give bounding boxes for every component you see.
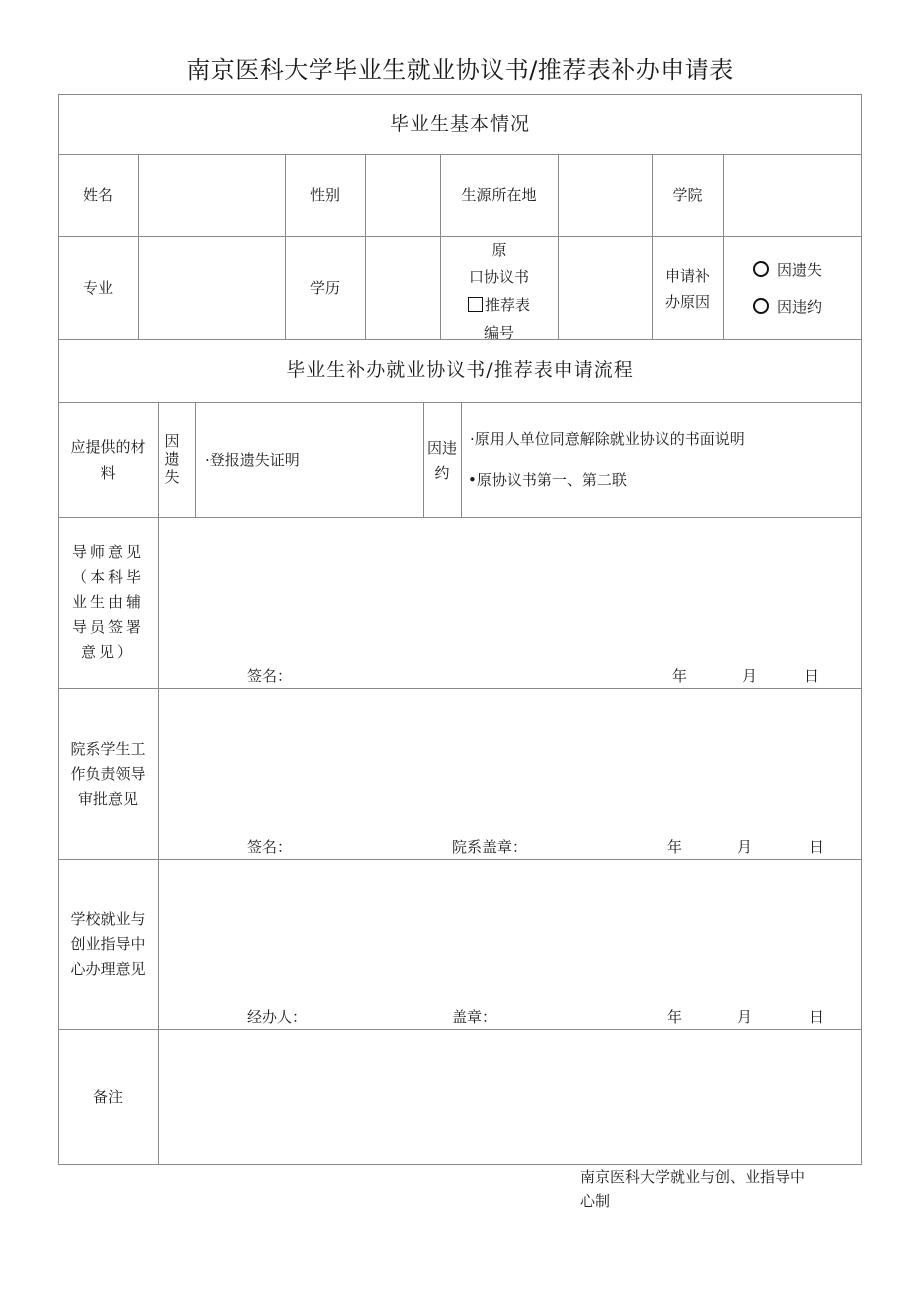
advisor-label-line: 业生由辅 — [71, 593, 144, 611]
footer-issuer-line2: 心制 — [580, 1192, 611, 1210]
advisor-label-line: 导员签署 — [71, 618, 144, 636]
breach-label-line1: 因违 — [426, 439, 457, 457]
reason-lost-label: 因遗失 — [777, 261, 823, 279]
dept-label-line: 审批意见 — [77, 790, 138, 808]
breach-label-line2: 约 — [434, 464, 450, 482]
original-number-cell — [440, 237, 558, 339]
dept-label-line: 院系学生工 — [70, 740, 146, 758]
breach-material-item-2: •原协议书第一、第二联 — [468, 471, 627, 489]
advisor-sign-label: 签名： — [247, 667, 293, 685]
center-opinion-field[interactable] — [165, 866, 855, 996]
footer-issuer-line1: 南京医科大学就业与创、业指导中 — [580, 1168, 806, 1186]
original-line: 原 — [491, 241, 507, 259]
advisor-opinion-label — [58, 540, 158, 665]
college-label: 学院 — [672, 186, 703, 204]
checkbox-icon[interactable] — [468, 297, 483, 312]
remarks-label: 备注 — [92, 1088, 123, 1106]
basic-info-heading: 毕业生基本情况 — [389, 113, 530, 135]
radio-circle-icon[interactable] — [753, 261, 769, 277]
original-number-field[interactable] — [562, 260, 648, 320]
dept-sign-label: 签名： — [247, 838, 293, 856]
remarks-field[interactable] — [165, 1036, 855, 1156]
center-day-label: 日 — [809, 1008, 825, 1026]
college-field[interactable] — [727, 174, 857, 218]
advisor-day-label: 日 — [804, 667, 820, 685]
advisor-label-line: 导师意见 — [71, 543, 144, 561]
lost-label — [158, 432, 186, 486]
center-label-line: 学校就业与 — [70, 910, 146, 928]
center-label-line: 心办理意见 — [70, 960, 146, 978]
center-label-line: 创业指导中 — [70, 935, 146, 953]
advisor-label-line: （本科毕 — [71, 568, 144, 586]
agreement-option[interactable]: 口协议书 — [468, 268, 529, 286]
gender-field[interactable] — [369, 174, 437, 218]
dept-year-label: 年 — [667, 838, 683, 856]
reason-breach-label: 因违约 — [777, 298, 823, 316]
lost-label-char: 遗 — [164, 450, 180, 468]
materials-label-line1: 应提供的材 — [70, 438, 146, 456]
recommendation-option[interactable] — [440, 293, 558, 318]
lost-label-char: 因 — [164, 432, 180, 450]
dept-month-label: 月 — [737, 838, 753, 856]
dept-label-line: 作负责领导 — [70, 765, 146, 783]
origin-field[interactable] — [562, 174, 648, 218]
advisor-year-label: 年 — [672, 667, 688, 685]
center-year-label: 年 — [667, 1008, 683, 1026]
process-heading: 毕业生补办就业协议书/推荐表申请流程 — [286, 359, 634, 381]
name-field[interactable] — [142, 174, 282, 218]
lost-material-item: ·登报遗失证明 — [205, 451, 300, 469]
breach-material-item-1: ·原用人单位同意解除就业协议的书面说明 — [470, 430, 745, 448]
dept-day-label: 日 — [809, 838, 825, 856]
center-month-label: 月 — [737, 1008, 753, 1026]
reason-label-line2: 办原因 — [664, 293, 710, 311]
number-line: 编号 — [483, 324, 514, 339]
degree-label: 学历 — [309, 279, 340, 297]
reason-label-line1: 申请补 — [664, 267, 710, 285]
degree-field[interactable] — [369, 260, 437, 320]
form-title: 南京医科大学毕业生就业协议书/推荐表补办申请表 — [186, 56, 734, 84]
center-opinion-label — [58, 907, 158, 982]
dept-seal-label: 院系盖章： — [452, 838, 528, 856]
dept-opinion-field[interactable] — [165, 696, 855, 826]
lost-label-char: 失 — [164, 468, 180, 486]
advisor-opinion-field[interactable] — [165, 525, 855, 655]
center-handler-label: 经办人： — [247, 1008, 308, 1026]
major-field[interactable] — [142, 260, 282, 320]
radio-circle-icon[interactable] — [753, 298, 769, 314]
materials-label-line2: 料 — [100, 464, 116, 482]
reason-breach-option[interactable] — [753, 295, 822, 320]
recommendation-option-label: 推荐表 — [484, 296, 530, 314]
reason-lost-option[interactable] — [753, 258, 822, 283]
dept-opinion-label — [58, 737, 158, 812]
advisor-label-line: 意见） — [80, 643, 135, 661]
major-label: 专业 — [82, 279, 113, 297]
name-label: 姓名 — [82, 186, 113, 204]
origin-label: 生源所在地 — [461, 186, 537, 204]
gender-label: 性别 — [309, 186, 340, 204]
center-seal-label: 盖章： — [452, 1008, 498, 1026]
advisor-month-label: 月 — [742, 667, 758, 685]
